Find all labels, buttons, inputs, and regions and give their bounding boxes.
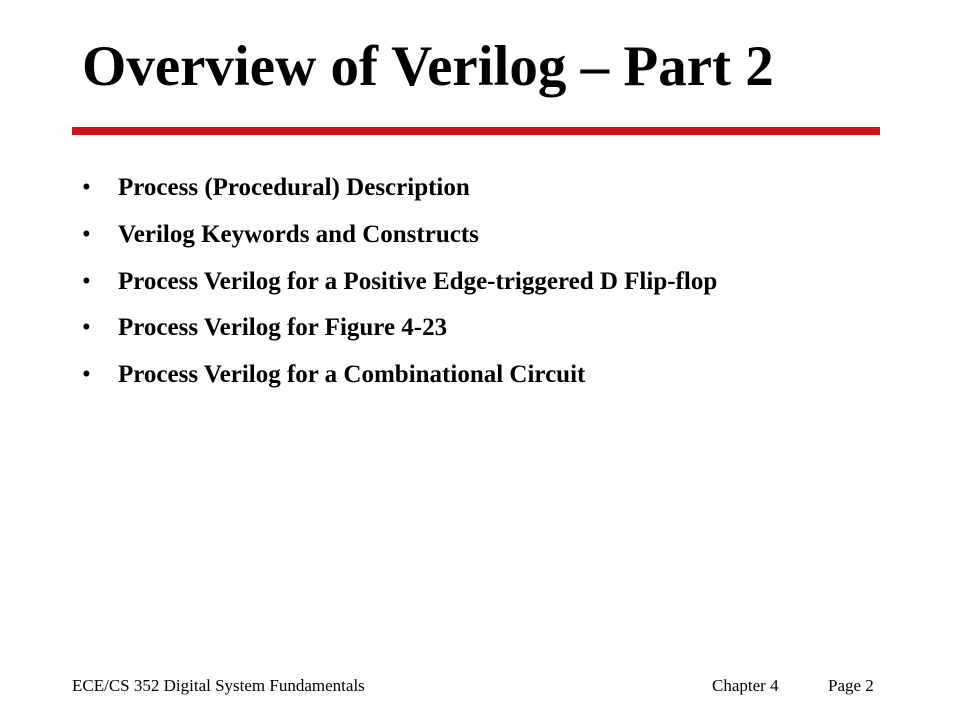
footer-page-number: Page 2: [828, 676, 874, 695]
bullet-icon: •: [82, 174, 91, 201]
bullet-text: Process Verilog for a Combinational Circuit: [118, 361, 586, 389]
list-item: [80, 357, 717, 393]
bullet-text: Process Verilog for a Positive Edge-triggered D Flip-flop: [118, 267, 718, 295]
bullet-list: [80, 170, 717, 404]
footer-chapter: Chapter 4: [712, 676, 779, 695]
bullet-icon: •: [82, 267, 91, 295]
footer-course: ECE/CS 352 Digital System Fundamentals: [72, 676, 365, 695]
title-underline: [72, 127, 880, 135]
bullet-text: Process (Procedural) Description: [118, 174, 470, 201]
bullet-icon: •: [82, 361, 91, 389]
bullet-icon: •: [82, 220, 91, 248]
list-item: [80, 217, 717, 253]
bullet-icon: •: [82, 314, 91, 342]
list-item: [80, 310, 717, 346]
list-item: [80, 264, 717, 300]
bullet-text: Process Verilog for Figure 4-23: [118, 314, 448, 342]
list-item: [80, 170, 717, 206]
slide-title: Overview of Verilog – Part 2: [82, 35, 774, 98]
bullet-text: Verilog Keywords and Constructs: [118, 220, 479, 248]
